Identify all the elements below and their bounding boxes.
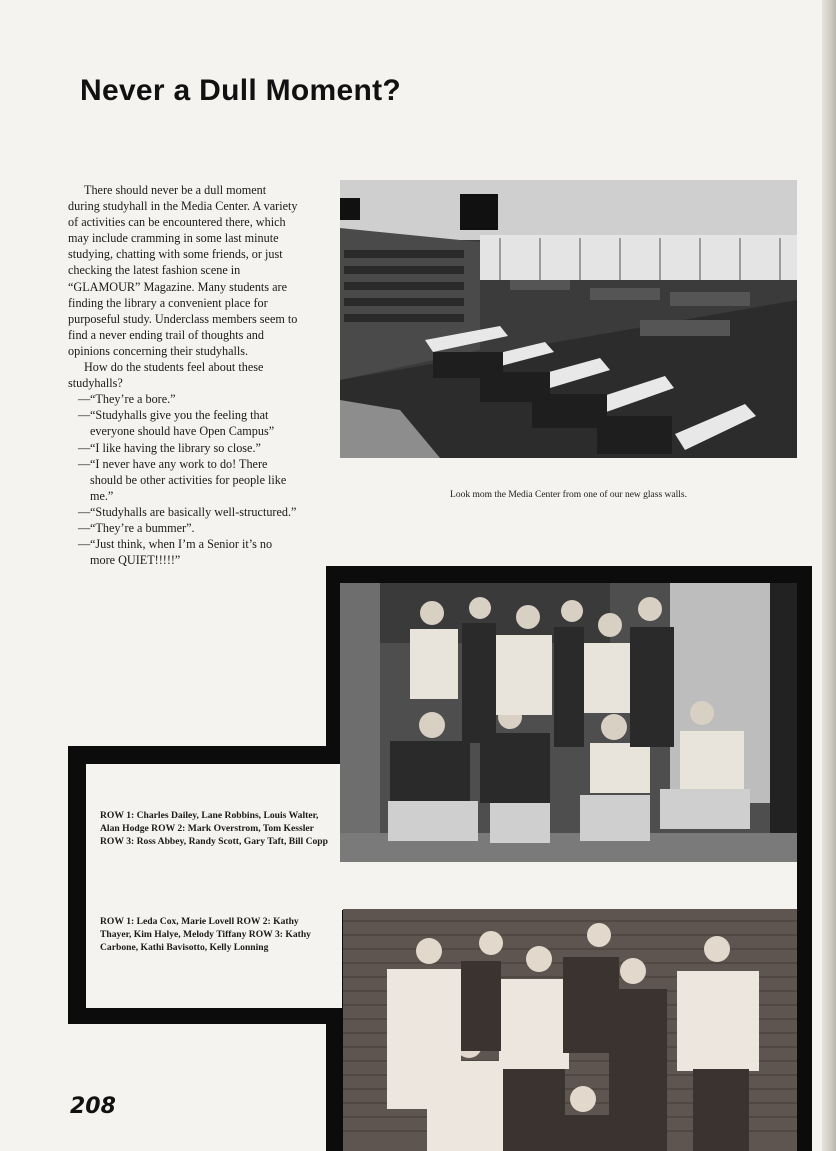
quote-dash: — [78,504,91,519]
quote-list [68,391,300,568]
article-question: How do the students feel about these studyhalls? [68,360,264,391]
girls-group-photo [343,909,797,1151]
quote-dash: — [78,456,91,471]
quote-text: “They’re a bummer”. [90,520,195,535]
media-center-caption: Look mom the Media Center from one of our new glass walls. [450,490,687,500]
article-paragraph: There should never be a dull moment during studyhall in the Media Center. A variety of activities can be encountered there, which may include cramming in some last minute studying, chatting with some friends, or just checking the latest fashion scene in “GLAMOUR” Magazine. Many students are finding the library a convenient place for purposeful study. Underclass members seem to find a never ending trail of thoughts and opinions concerning their studyhalls. [68,183,298,358]
quote-item [68,504,300,520]
photo-divider [340,862,797,910]
quote-item [68,391,300,407]
quote-dash: — [78,537,91,552]
page-number: 208 [70,1094,116,1119]
quote-text: “Studyhalls give you the feeling that everyone should have Open Campus” [90,408,275,439]
boys-photo-caption: ROW 1: Charles Dailey, Lane Robbins, Louis Walter, Alan Hodge ROW 2: Mark Overstrom, Tom Kessler ROW 3: Ross Abbey, Randy Scott, Gary Taft, Bill Copp [100,810,328,847]
page-blank-area [68,1024,326,1151]
quote-item [68,536,300,568]
caption-box [86,764,342,1008]
quote-text: “I like having the library so close.” [90,440,261,455]
quote-dash: — [78,408,91,423]
boys-group-illustration [340,583,797,862]
article-body [68,182,300,568]
boys-group-photo [340,583,797,862]
quote-item [68,520,300,536]
quote-dash: — [78,392,91,407]
quote-item [68,440,300,456]
girls-group-illustration [343,909,797,1151]
quote-text: “Studyhalls are basically well-structured.” [90,504,297,519]
media-center-photo [340,180,797,458]
quote-text: “Just think, when I’m a Senior it’s no more QUIET!!!!!” [90,537,273,568]
quote-item [68,407,300,439]
quote-item [68,456,300,504]
page-title: Never a Dull Moment? [80,74,402,107]
quote-dash: — [78,440,91,455]
media-center-illustration [340,180,797,458]
quote-text: “They’re a bore.” [90,392,176,407]
quote-dash: — [78,520,91,535]
girls-photo-caption: ROW 1: Leda Cox, Marie Lovell ROW 2: Kathy Thayer, Kim Halye, Melody Tiffany ROW 3: Kathy Carbone, Kathi Bavisotto, Kelly Lonning [100,916,311,953]
page-edge [822,0,836,1151]
quote-text: “I never have any work to do! There should be other activities for people like me.” [90,456,287,503]
